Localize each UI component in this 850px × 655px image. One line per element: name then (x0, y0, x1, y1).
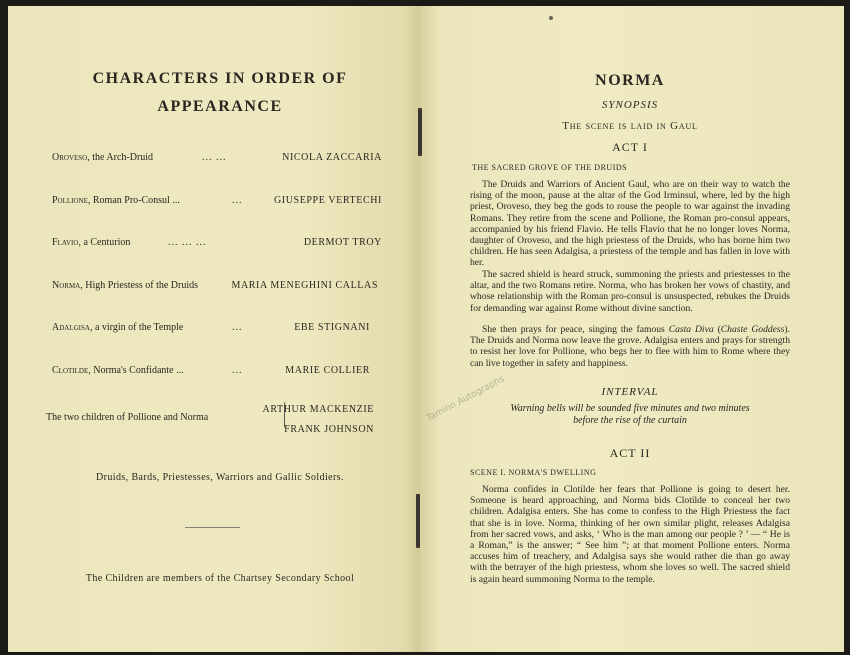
synopsis-paragraph: The sacred shield is heard struck, summoning the priests and priestesses to the altar, and the two Romans retire. Norma, who has broken her vows of chastity, and whose relationship with the Roman pro-consul is unsuspected, rebukes the Druids for demanding war against Rome without divine sanction. (470, 269, 790, 314)
actor-name: DERMOT TROY (303, 237, 382, 248)
scene-heading: THE SACRED GROVE OF THE DRUIDS (472, 163, 628, 172)
actor-name: FRANK JOHNSON (284, 424, 374, 435)
act-heading: ACT I (612, 140, 648, 154)
aria-title: Casta Diva (668, 324, 714, 335)
role-name: Adalgisa (52, 322, 90, 333)
actor-name: GIUSEPPE VERTECHI (273, 195, 382, 206)
cast-title-line1: CHARACTERS IN ORDER OF (92, 70, 348, 87)
synopsis-paragraph: The Druids and Warriors of Ancient Gaul, who are on their way to watch the rising of the moon, pause at the altar of the God Irminsul, where, led by the high priest, Oroveso, they beg the gods to rouse the people to war against the invading Romans. They retire from the scene and Pollione, the Roman pro-consul appears, accompanied by his friend Flavio. He tells Flavio that he no longer loves Norma, daughter of Oroveso, and the high priestess of the Druids, who has borne him two children. He has seen Adalgisa, a priestess of the temple and has fallen in love with her. (470, 179, 790, 269)
actor-name: EBE STIGNANI (294, 322, 370, 333)
cast-row-children (46, 404, 382, 440)
watermark: Tamino Autographs (425, 374, 507, 424)
actor-name: ARTHUR MACKENZIE (262, 404, 374, 415)
binding-hole (549, 16, 553, 20)
synopsis-heading: SYNOPSIS (601, 99, 659, 111)
leader-dots: ... ... (202, 152, 227, 163)
school-note: The Children are members of the Chartsey Secondary School (85, 573, 355, 584)
role-name: Oroveso (52, 152, 88, 163)
actor-name: MARIA MENEGHINI CALLAS (231, 280, 378, 291)
synopsis-paragraph: Norma confides in Clotilde her fears that Pollione is going to desert her. Someone is heard approaching, and Norma bids Clotilde to conceal her two children. Adalgisa enters. She has come to confess to the High Priestess the fact that she is in love. Norma, thinking of her own similar plight, releases Adalgisa from her sacred vows, and asks, ‘ Who is the man among our people ? ’ — “ He is a Roman,” is the answer; “ See him ”; at that moment Pollione enters. Norma accuses him of treachery, and Adalgisa says she would rather die than go away with the betrayer of the high priestess, whom she loves so well. The sacred shield is again heard summoning Norma to the temple. (470, 484, 790, 585)
role-name: Clotilde (52, 365, 89, 376)
role-name: Flavio (52, 237, 79, 248)
role-desc: , Roman Pro-Consul ... (87, 195, 180, 206)
act-heading: ACT II (609, 446, 651, 460)
interval-note-line2: before the rise of the curtain (573, 415, 687, 426)
leader-dots: ... (232, 195, 243, 206)
divider (185, 527, 240, 528)
role-name: Pollione (52, 195, 88, 206)
role-name: Norma (52, 280, 81, 291)
role-desc: The two children of Pollione and Norma (46, 412, 209, 423)
leader-dots: ... (232, 322, 243, 333)
scene-heading: SCENE I. NORMA'S DWELLING (470, 468, 597, 477)
role-desc: , the Arch-Druid (87, 152, 154, 163)
role-desc: , a Centurion (78, 237, 131, 248)
interval-heading: INTERVAL (601, 386, 659, 398)
leader-dots: ... (232, 365, 243, 376)
cast-title-line2: APPEARANCE (157, 98, 283, 115)
chorus-line: Druids, Bards, Priestesses, Warriors and Gallic Soldiers. (96, 472, 344, 483)
role-desc: , High Priestess of the Druids (80, 280, 199, 291)
role-desc: , Norma's Confidante ... (88, 365, 184, 376)
opera-title: NORMA (595, 72, 665, 89)
scene-setting: The scene is laid in Gaul (562, 120, 698, 132)
actor-name: NICOLA ZACCARIA (282, 152, 382, 163)
interval-note-line1: Warning bells will be sounded five minutes and two minutes (510, 403, 750, 414)
binding-staple-top (418, 108, 422, 156)
leader-dots: ... ... ... (168, 237, 207, 248)
aria-translation: Chaste Goddess (720, 324, 785, 335)
role-desc: , a virgin of the Temple (89, 322, 184, 333)
actor-name: MARIE COLLIER (285, 365, 370, 376)
binding-staple-bottom (416, 494, 420, 548)
synopsis-paragraph: She then prays for peace, singing the famous Casta Diva (Chaste Goddess). The Druids and Norma now leave the grove. Adalgisa enters and prays for strength to resist her love for Pollione, who begs her to flee with him to Rome where they can live together in safety and happiness. (470, 324, 790, 369)
